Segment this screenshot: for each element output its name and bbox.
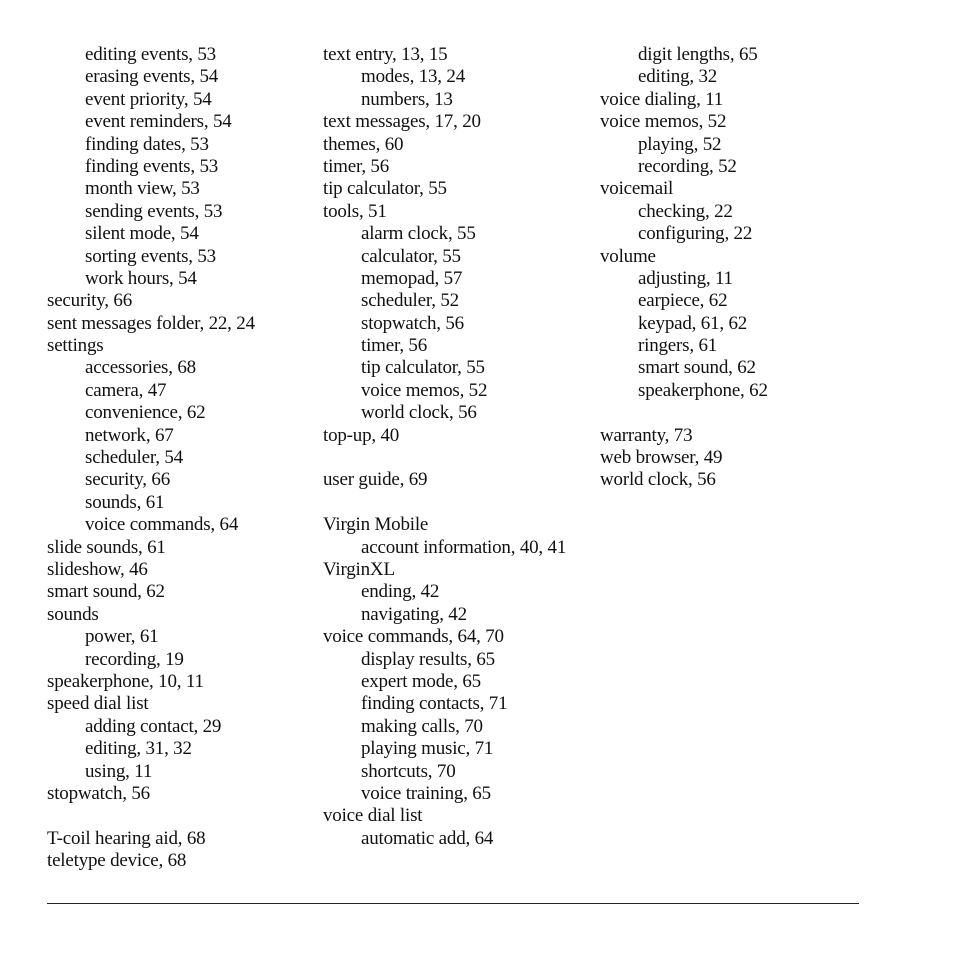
index-entry: text entry, 13, 15 bbox=[323, 44, 448, 65]
index-column-1 bbox=[47, 44, 309, 872]
index-entry: slideshow, 46 bbox=[47, 558, 148, 580]
index-subentry: calculator, 55 bbox=[361, 245, 461, 267]
index-subentry: tip calculator, 55 bbox=[361, 357, 485, 379]
index-entry: user guide, 69 bbox=[323, 469, 428, 491]
index-subentry: finding contacts, 71 bbox=[361, 693, 508, 715]
index-entry: T-coil hearing aid, 68 bbox=[47, 827, 206, 849]
index-subentry: event reminders, 54 bbox=[85, 111, 232, 133]
index-subentry: month view, 53 bbox=[85, 178, 200, 200]
index-entry: VirginXL bbox=[323, 558, 395, 580]
index-subentry: playing music, 71 bbox=[361, 738, 494, 760]
index-subentry: security, 66 bbox=[85, 469, 171, 491]
index-entry: text messages, 17, 20 bbox=[323, 111, 481, 133]
index-subentry: navigating, 42 bbox=[361, 603, 467, 625]
index-entry: voice dialing, 11 bbox=[600, 88, 724, 110]
index-subentry: alarm clock, 55 bbox=[361, 223, 476, 245]
index-subentry: adding contact, 29 bbox=[85, 715, 222, 737]
index-entry: top-up, 40 bbox=[323, 424, 400, 446]
index-subentry: voice training, 65 bbox=[361, 782, 491, 804]
index-subentry: checking, 22 bbox=[638, 200, 733, 222]
index-subentry: ending, 42 bbox=[361, 581, 440, 603]
index-gap bbox=[323, 447, 593, 469]
index-entry: speakerphone, 10, 11 bbox=[47, 670, 204, 692]
index-gap bbox=[600, 402, 860, 424]
footer-rule bbox=[47, 903, 859, 904]
index-entry: voicemail bbox=[600, 178, 674, 200]
index-column-3 bbox=[600, 44, 860, 492]
index-subentry: digit lengths, 65 bbox=[638, 44, 758, 65]
index-entry: web browser, 49 bbox=[600, 447, 723, 469]
index-subentry: using, 11 bbox=[85, 760, 153, 782]
index-gap bbox=[323, 492, 593, 514]
index-subentry: speakerphone, 62 bbox=[638, 379, 768, 401]
index-subentry: finding events, 53 bbox=[85, 155, 219, 177]
index-subentry: voice memos, 52 bbox=[361, 379, 488, 401]
index-subentry: voice commands, 64 bbox=[85, 514, 239, 536]
index-subentry: timer, 56 bbox=[361, 335, 428, 357]
index-entry: volume bbox=[600, 245, 656, 267]
index-subentry: editing events, 53 bbox=[85, 44, 216, 65]
index-subentry: stopwatch, 56 bbox=[361, 312, 464, 334]
index-entry: security, 66 bbox=[47, 290, 133, 312]
index-entry: themes, 60 bbox=[323, 133, 404, 155]
index-entry: voice memos, 52 bbox=[600, 111, 727, 133]
index-subentry: scheduler, 54 bbox=[85, 447, 183, 469]
index-subentry: finding dates, 53 bbox=[85, 133, 209, 155]
index-entry: tools, 51 bbox=[323, 200, 387, 222]
index-subentry: sorting events, 53 bbox=[85, 245, 216, 267]
index-subentry: network, 67 bbox=[85, 424, 174, 446]
index-subentry: configuring, 22 bbox=[638, 223, 753, 245]
index-entry: speed dial list bbox=[47, 693, 149, 715]
index-subentry: modes, 13, 24 bbox=[361, 66, 466, 88]
index-entry: stopwatch, 56 bbox=[47, 782, 150, 804]
index-subentry: camera, 47 bbox=[85, 379, 167, 401]
index-entry: timer, 56 bbox=[323, 155, 390, 177]
index-entry: voice commands, 64, 70 bbox=[323, 626, 504, 648]
index-subentry: shortcuts, 70 bbox=[361, 760, 456, 782]
index-subentry: world clock, 56 bbox=[361, 402, 477, 424]
index-entry: warranty, 73 bbox=[600, 424, 693, 446]
index-entry: teletype device, 68 bbox=[47, 850, 187, 872]
index-subentry: convenience, 62 bbox=[85, 402, 206, 424]
index-subentry: power, 61 bbox=[85, 626, 159, 648]
index-subentry: event priority, 54 bbox=[85, 88, 212, 110]
index-subentry: ringers, 61 bbox=[638, 335, 718, 357]
index-entry: sent messages folder, 22, 24 bbox=[47, 312, 255, 334]
index-subentry: work hours, 54 bbox=[85, 267, 197, 289]
index-subentry: earpiece, 62 bbox=[638, 290, 728, 312]
index-subentry: account information, 40, 41 bbox=[361, 536, 567, 558]
index-subentry: smart sound, 62 bbox=[638, 357, 756, 379]
index-entry: settings bbox=[47, 335, 104, 357]
index-subentry: making calls, 70 bbox=[361, 715, 483, 737]
index-subentry: sending events, 53 bbox=[85, 200, 223, 222]
index-entry: world clock, 56 bbox=[600, 469, 716, 491]
index-subentry: display results, 65 bbox=[361, 648, 495, 670]
index-subentry: editing, 31, 32 bbox=[85, 738, 192, 760]
index-subentry: accessories, 68 bbox=[85, 357, 196, 379]
index-subentry: numbers, 13 bbox=[361, 88, 453, 110]
index-entry: slide sounds, 61 bbox=[47, 536, 166, 558]
index-subentry: recording, 19 bbox=[85, 648, 184, 670]
index-entry: voice dial list bbox=[323, 805, 423, 827]
index-subentry: scheduler, 52 bbox=[361, 290, 459, 312]
index-entry: sounds bbox=[47, 603, 99, 625]
index-subentry: automatic add, 64 bbox=[361, 827, 494, 849]
index-entry: tip calculator, 55 bbox=[323, 178, 447, 200]
index-entry: smart sound, 62 bbox=[47, 581, 165, 603]
index-subentry: adjusting, 11 bbox=[638, 267, 733, 289]
index-subentry: keypad, 61, 62 bbox=[638, 312, 748, 334]
index-gap bbox=[47, 805, 309, 827]
index-column-2 bbox=[323, 44, 593, 850]
index-subentry: sounds, 61 bbox=[85, 491, 165, 513]
index-subentry: erasing events, 54 bbox=[85, 66, 219, 88]
index-subentry: memopad, 57 bbox=[361, 267, 463, 289]
index-subentry: expert mode, 65 bbox=[361, 670, 481, 692]
index-subentry: silent mode, 54 bbox=[85, 223, 199, 245]
index-subentry: editing, 32 bbox=[638, 66, 718, 88]
index-subentry: playing, 52 bbox=[638, 133, 722, 155]
index-entry: Virgin Mobile bbox=[323, 514, 429, 536]
index-subentry: recording, 52 bbox=[638, 155, 737, 177]
